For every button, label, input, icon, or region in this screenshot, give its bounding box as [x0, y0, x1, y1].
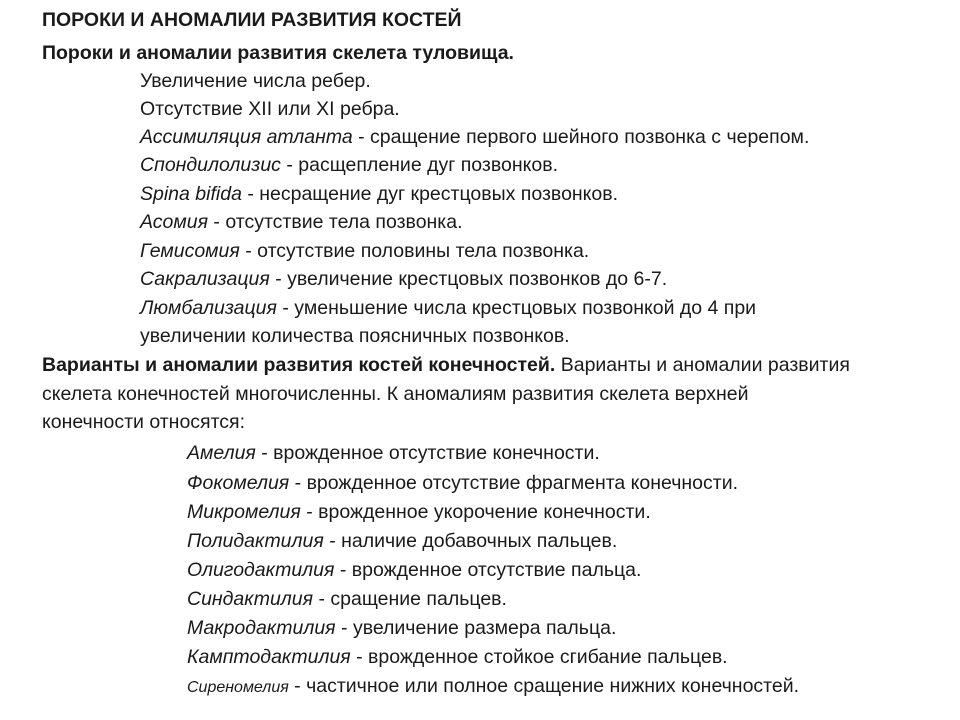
term: Амелия [187, 442, 256, 464]
definition: - увеличение крестцовых позвонков до 6-7. [269, 268, 668, 290]
term: Люмбализация [140, 297, 277, 319]
limb-item [187, 586, 507, 612]
term: Сиреномелия [187, 679, 289, 696]
term: Олигодактилия [187, 559, 335, 581]
definition: - наличие добавочных пальцев. [323, 530, 618, 552]
limb-item [187, 557, 641, 583]
term: Ассимиляция атланта [140, 126, 353, 148]
trunk-item [140, 181, 618, 207]
limb-item [187, 470, 738, 496]
term: Spina bifida [140, 183, 242, 205]
page-heading: ПОРОКИ И АНОМАЛИИ РАЗВИТИЯ КОСТЕЙ [42, 9, 462, 31]
definition: - врожденное укорочение конечности. [300, 501, 651, 523]
trunk-item [140, 266, 667, 292]
trunk-item [140, 152, 558, 178]
trunk-continuation: увеличении количества поясничных позвонков. [140, 325, 570, 347]
term: Макродактилия [187, 617, 336, 639]
definition: - врожденное отсутствие конечности. [255, 442, 600, 464]
term: Фокомелия [187, 472, 290, 494]
term: Синдактилия [187, 588, 314, 610]
limbs-intro-text: Варианты и аномалии развития [555, 354, 850, 376]
definition: - врожденное отсутствие фрагмента конечности. [289, 472, 739, 494]
term: Гемисомия [140, 240, 240, 262]
term: Спондилолизис [140, 154, 281, 176]
trunk-item [140, 68, 371, 94]
definition: - сращение первого шейного позвонка с черепом. [352, 126, 810, 148]
limbs-intro-line: скелета конечностей многочисленны. К аномалиям развития скелета верхней [42, 383, 749, 405]
definition: - отсутствие половины тела позвонка. [239, 240, 590, 262]
term: Сакрализация [140, 268, 270, 290]
trunk-item [140, 124, 809, 150]
trunk-item [140, 209, 463, 235]
limbs-intro-line [42, 352, 850, 378]
limbs-subheading: Варианты и аномалии развития костей конечностей. [42, 354, 556, 376]
limb-item [187, 644, 728, 670]
term: Микромелия [187, 501, 301, 523]
definition: - несращение дуг крестцовых позвонков. [241, 183, 619, 205]
definition: Отсутствие XII или XI ребра. [140, 98, 400, 120]
term: Камптодактилия [187, 646, 351, 668]
definition: - врожденное стойкое сгибание пальцев. [350, 646, 728, 668]
definition: - отсутствие тела позвонка. [208, 211, 463, 233]
definition: - увеличение размера пальца. [335, 617, 617, 639]
limb-item [187, 615, 616, 641]
term: Асомия [140, 211, 209, 233]
limbs-intro-line: конечности относятся: [42, 411, 246, 433]
definition: Увеличение числа ребер. [140, 70, 371, 92]
limb-item [187, 440, 600, 466]
definition: - уменьшение числа крестцовых позвонкой до 4 при [276, 297, 757, 319]
definition: - расщепление дуг позвонков. [280, 154, 558, 176]
limb-item [187, 528, 617, 554]
definition: - сращение пальцев. [313, 588, 507, 610]
trunk-item [140, 238, 589, 264]
definition: - частичное или полное сращение нижних конечностей. [288, 675, 800, 697]
limb-item [187, 673, 799, 701]
trunk-item [140, 295, 756, 321]
limb-item [187, 499, 651, 525]
trunk-item [140, 96, 400, 122]
definition: - врожденное отсутствие пальца. [334, 559, 642, 581]
term: Полидактилия [187, 530, 324, 552]
trunk-subheading: Пороки и аномалии развития скелета туловища. [42, 42, 514, 64]
